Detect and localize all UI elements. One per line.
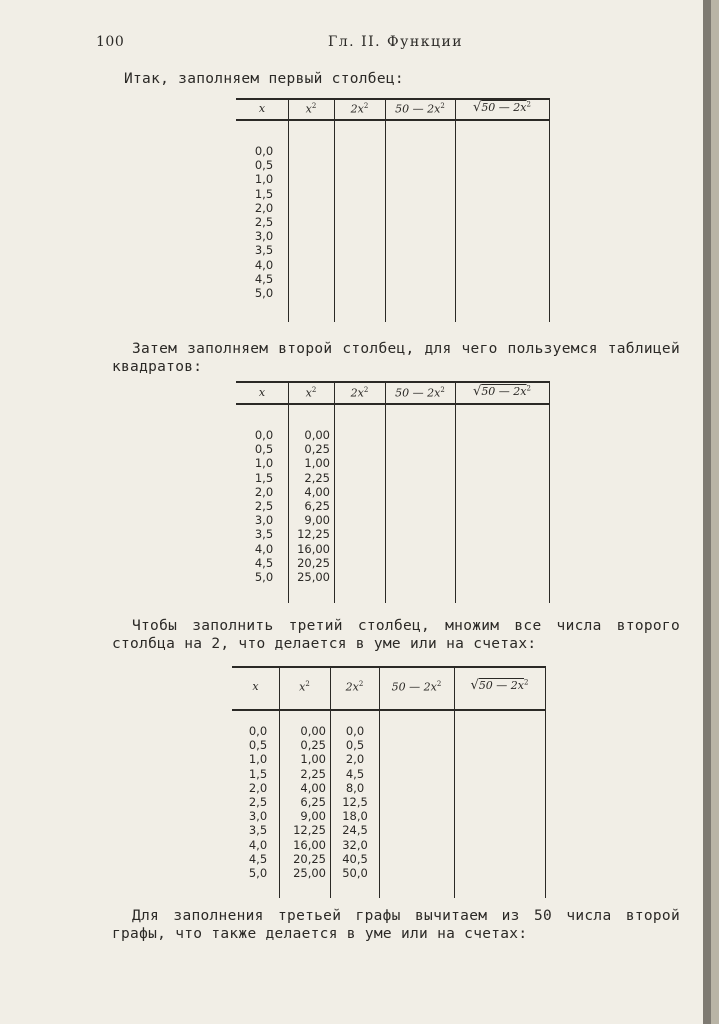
column-x-values: 0,0 0,5 1,0 1,5 2,0 2,5 3,0 3,5 4,0 4,5 5,0	[254, 144, 274, 301]
column-2x-squared-values: 0,0 0,5 2,0 4,5 8,0 12,5 18,0 24,5 32,0 40,5 50,0	[342, 724, 368, 881]
column-x-squared-values: 0,00 0,25 1,00 2,25 4,00 6,25 9,00 12,25 16,00 20,25 25,00	[297, 428, 330, 585]
paragraph-4: Для заполнения третьей графы вычитаем из 50 числа второй графы, что также делается в уме или на счетах:	[112, 908, 680, 942]
header-2x-squared: $2x^2$	[350, 386, 369, 400]
table-2	[236, 381, 550, 603]
table-1	[236, 98, 550, 322]
page-edge	[703, 0, 711, 1024]
header-50-minus: 50 — $2x^2$	[391, 680, 442, 694]
header-x-squared: $x^2$	[305, 102, 317, 116]
page-number: 100	[96, 34, 125, 50]
header-2x-squared: $2x^2$	[345, 680, 364, 694]
table-3	[232, 666, 546, 898]
header-root: √50 — $2x^2$	[473, 100, 531, 115]
header-x: x	[252, 680, 259, 693]
column-x-values: 0,0 0,5 1,0 1,5 2,0 2,5 3,0 3,5 4,0 4,5 5,0	[248, 724, 268, 881]
paragraph-1: Итак, заполняем первый столбец:	[124, 71, 404, 87]
header-x: x	[258, 386, 266, 399]
paragraph-2: Затем заполняем второй столбец, для чего пользуемся таблицей квадратов:	[112, 341, 680, 375]
paragraph-3: Чтобы заполнить третий столбец, множим все числа второго столбца на 2, что делается в уме или на счетах:	[112, 618, 680, 652]
header-x-squared: $x^2$	[299, 680, 310, 694]
header-x-squared: $x^2$	[305, 386, 317, 400]
header-2x-squared: $2x^2$	[350, 102, 369, 116]
header-root: √50 — $2x^2$	[470, 678, 529, 693]
header-50-minus: 50 — $2x^2$	[395, 386, 445, 400]
column-x-values: 0,0 0,5 1,0 1,5 2,0 2,5 3,0 3,5 4,0 4,5 5,0	[254, 428, 274, 585]
column-x-squared-values: 0,00 0,25 1,00 2,25 4,00 6,25 9,00 12,25 16,00 20,25 25,00	[293, 724, 326, 881]
running-head: Гл. II. Функции	[328, 34, 464, 50]
header-50-minus: 50 — $2x^2$	[395, 102, 445, 116]
header-x: x	[258, 102, 266, 115]
header-root: √50 — $2x^2$	[473, 384, 531, 399]
